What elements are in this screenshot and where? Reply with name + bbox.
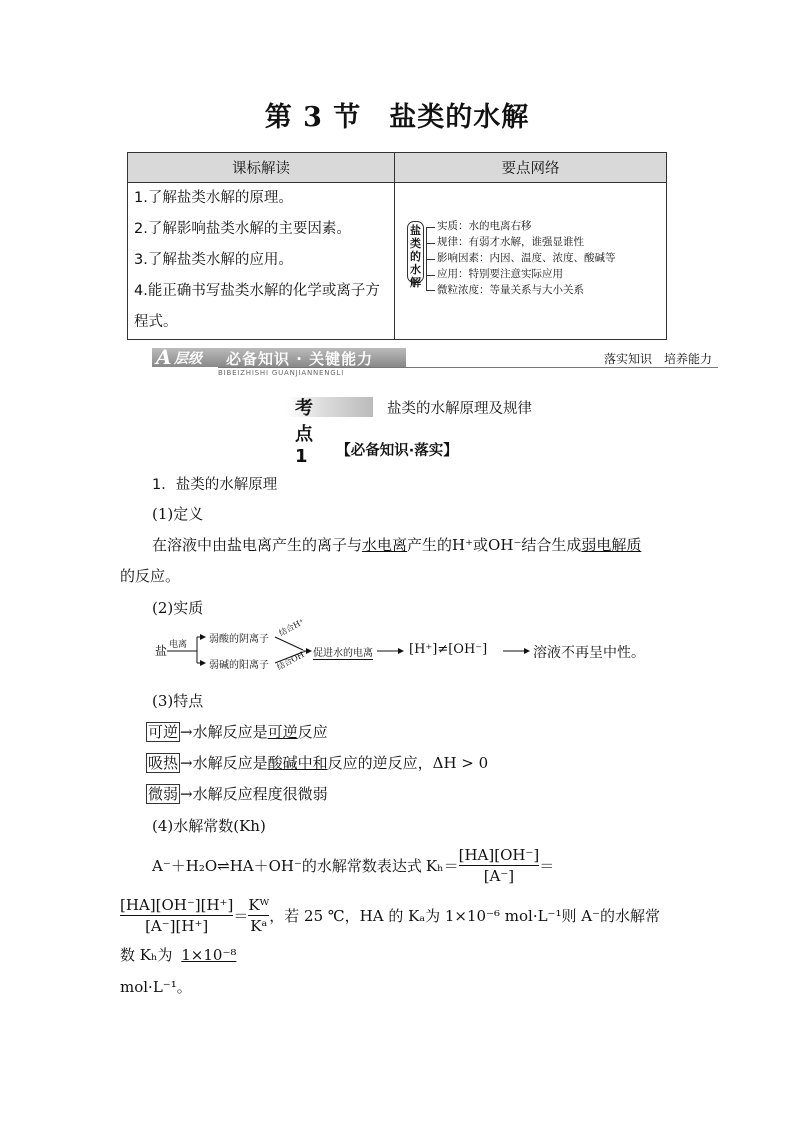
diagram-weak-acid-anion: 弱酸的阴离子 [209, 634, 269, 645]
diagram-ionize: 电离 [169, 640, 188, 650]
features-label: (3)特点 [152, 692, 204, 710]
hydrolysis-diagram [153, 617, 673, 675]
level-banner [152, 345, 718, 381]
diagram-promote: 促进水的电离 [313, 644, 373, 660]
kh-expression-line: A⁻＋H₂O⇌HA＋OH⁻的水解常数表达式 Kₕ＝ $\frac{[HA][OH^-]}{[A^-]}$ ＝ [152, 846, 555, 885]
diagram-inequality: [H⁺]≠[OH⁻] [409, 642, 488, 657]
network-items [437, 218, 616, 298]
answer-blank: 水电离 [362, 536, 408, 554]
essence-label: (2)实质 [152, 599, 204, 617]
diagram-salt: 盐 [155, 644, 168, 658]
goal-item: 1.了解盐类水解的原理。 [134, 190, 293, 206]
answer-blank: 弱电解质 [581, 536, 642, 554]
feature-key: 微弱 [148, 785, 179, 803]
level-label: 层级 [174, 351, 202, 367]
kaodian-topic: 盐类的水解原理及规律 [387, 401, 532, 417]
standards-table [127, 152, 667, 340]
definition-label: (1)定义 [152, 505, 204, 523]
network-item: 应用：特别要注意实际应用 [437, 268, 563, 280]
goal-item: 3.了解盐类水解的应用。 [134, 252, 293, 268]
fraction: $\frac{[HA][OH^-]}{[A^-]}$ [458, 846, 540, 885]
banner-right-text: 落实知识 培养能力 [603, 352, 712, 366]
hydrolysis-equation: A⁻＋H₂O⇌HA＋OH⁻的水解常数表达式 [152, 857, 422, 875]
col-header-network: 要点网络 [395, 153, 667, 183]
page-title: 第 3 节 盐类的水解 [264, 102, 530, 133]
kh-symbol: Kₕ＝ [425, 857, 459, 875]
fraction: $\frac{[HA][OH^-][H^+]}{[A^-][H^+]}$ [120, 896, 234, 935]
network-cell [395, 183, 667, 340]
network-item: 规律：有弱才水解，谁强显谁性 [437, 236, 584, 248]
answer-line: 数 Kₕ为 1×10⁻⁸ [120, 946, 237, 964]
diagram-weak-base-cation: 弱碱的阳离子 [209, 660, 269, 671]
answer-blank: 1×10⁻⁸ [181, 946, 237, 964]
fraction: $\frac{\text{Kᵂ}}{\text{Kᵃ}}$ [248, 896, 270, 935]
feature-weak: 微弱 →水解反应程度很微弱 [148, 785, 328, 803]
kaodian-label: 考点 1 [295, 398, 313, 467]
network-item: 实质：水的电离右移 [437, 220, 532, 232]
feature-reversible: 可逆 →水解反应是可逆反应 [148, 723, 328, 741]
subheading-principle: 1．盐类的水解原理 [152, 477, 278, 493]
feature-endothermic: 吸热 →水解反应是酸碱中和反应的逆反应，ΔH > 0 [148, 754, 489, 772]
answer-blank: 可逆 [267, 723, 298, 741]
definition-line-1: 在溶液中由盐电离产生的离子与水电离产生的H⁺或OH⁻结合生成弱电解质 [152, 536, 642, 554]
diagram-combine-oh: 结合OH⁻ [275, 648, 310, 672]
definition-line-2: 的反应。 [120, 567, 181, 585]
goal-item: 2.了解影响盐类水解的主要因素。 [134, 221, 351, 237]
section-heading: 【必备知识·落实】 [336, 443, 458, 459]
network-item: 微粒浓度：等量关系与大小关系 [437, 284, 584, 296]
diagram-result: 溶液不再呈中性。 [533, 645, 645, 661]
diagram-combine-h: 结合H⁺ [277, 617, 306, 638]
answer-unit: mol·L⁻¹。 [120, 978, 192, 996]
banner-pinyin: BIBEIZHISHI GUANJIANNENGLI [218, 369, 345, 377]
kh-label: (4)水解常数(Kh) [152, 817, 266, 835]
network-item: 影响因素：内因、温度、浓度、酸碱等 [437, 252, 616, 264]
network-center: 盐类的水解 [407, 221, 424, 283]
feature-key: 可逆 [148, 723, 179, 741]
goal-item: 4.能正确书写盐类水解的化学或离子方程式。 [134, 283, 380, 330]
condition-text: ，若 25 ℃，HA 的 Kₐ为 1×10⁻⁶ mol·L⁻¹则 A⁻的水解常 [269, 907, 661, 925]
col-header-standards: 课标解读 [128, 153, 395, 183]
banner-title: 必备知识 · 关键能力 [226, 350, 374, 368]
concept-network [395, 183, 666, 339]
level-letter: A [156, 345, 172, 369]
feature-key: 吸热 [148, 754, 179, 772]
network-brace [426, 227, 435, 291]
answer-blank: 酸碱中和 [267, 754, 328, 772]
goals-cell [128, 183, 395, 340]
kh-derivation-line: $\frac{[HA][OH^-][H^+]}{[A^-][H^+]}$ ＝ $\frac{\text{Kᵂ}}{\text{Kᵃ}}$ ，若 25 ℃，HA 的 Kₐ为 1×10⁻⁶ mol·L⁻¹则 A⁻的水解常 [120, 896, 661, 935]
